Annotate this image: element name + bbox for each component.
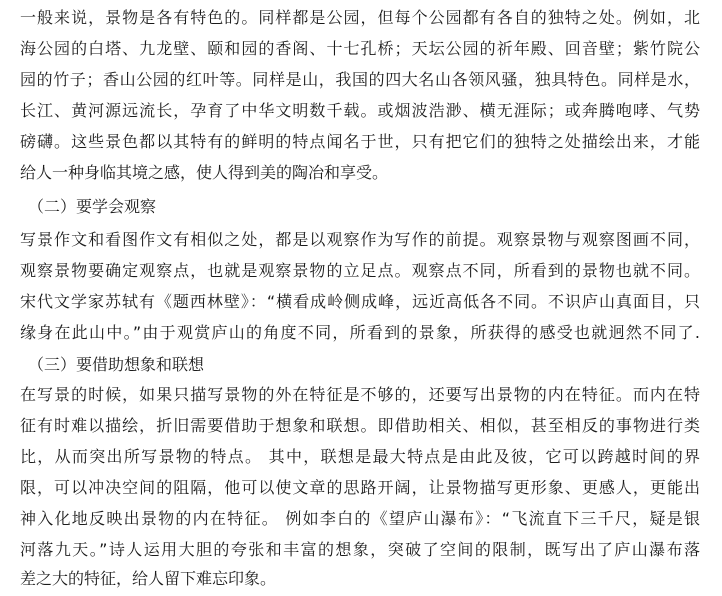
section-3-line-2: 征有时难以描绘，折旧需要借助于想象和联想。即借助相关、相似，甚至相反的事物进行类 (20, 416, 700, 435)
section-3-line-3: 比，从而突出所写景物的特点。 其中，联想是最大特点是由此及彼，它可以跨越时间的界 (20, 447, 700, 466)
intro-line-6: 给人一种身临其境之感，使人得到美的陶冶和享受。 (20, 163, 389, 182)
section-3-heading: （三）要借助想象和联想 (28, 355, 205, 374)
section-2-line-1: 写景作文和看图作文有相似之处，都是以观察作为写作的前提。观察景物与观察图画不同， (20, 230, 700, 249)
section-2-line-4: 缘身在此山中。”由于观赏庐山的角度不同，所看到的景象，所获得的感受也就迥然不同了. (20, 323, 700, 342)
intro-line-1: 一般来说，景物是各有特色的。同样都是公园，但每个公园都有各自的独特之处。例如，北 (20, 8, 700, 27)
intro-line-2: 海公园的白塔、九龙壁、颐和园的香阁、十七孔桥；天坛公园的祈年殿、回音壁；紫竹院公 (20, 39, 700, 58)
section-2-line-2: 观察景物要确定观察点，也就是观察景物的立足点。观察点不同，所看到的景物也就不同。 (20, 261, 700, 280)
section-3-line-4: 限，可以冲决空间的阻隔，他可以使文章的思路开阔，让景物描写更形象、更感人，更能出 (20, 478, 700, 497)
section-2-line-3: 宋代文学家苏轼有《题西林壁》：“横看成岭侧成峰，远近高低各不同。不识庐山真面目，只 (20, 292, 700, 311)
intro-line-4: 长江、黄河源远流长，孕育了中华文明数千载。或烟波浩渺、横无涯际；或奔腾咆哮、气势 (20, 101, 700, 120)
section-3-line-7: 差之大的特征，给人留下难忘印象。 (20, 569, 277, 588)
intro-line-5: 磅礴。这些景色都以其特有的鲜明的特点闻名于世，只有把它们的独特之处描绘出来，才能 (20, 132, 700, 151)
section-3-line-6: 河落九天。”诗人运用大胆的夸张和丰富的想象，突破了空间的限制，既写出了庐山瀑布落 (20, 540, 700, 559)
section-2-heading: （二）要学会观察 (28, 197, 157, 216)
section-3-line-5: 神入化地反映出景物的内在特征。 例如李白的《望庐山瀑布》：“飞流直下三千尺，疑是银 (20, 509, 700, 528)
intro-line-3: 园的竹子；香山公园的红叶等。同样是山，我国的四大名山各领风骚，独具特色。同样是水， (20, 70, 700, 89)
section-3-line-1: 在写景的时候，如果只描写景物的外在特征是不够的，还要写出景物的内在特征。而内在特 (20, 385, 700, 404)
